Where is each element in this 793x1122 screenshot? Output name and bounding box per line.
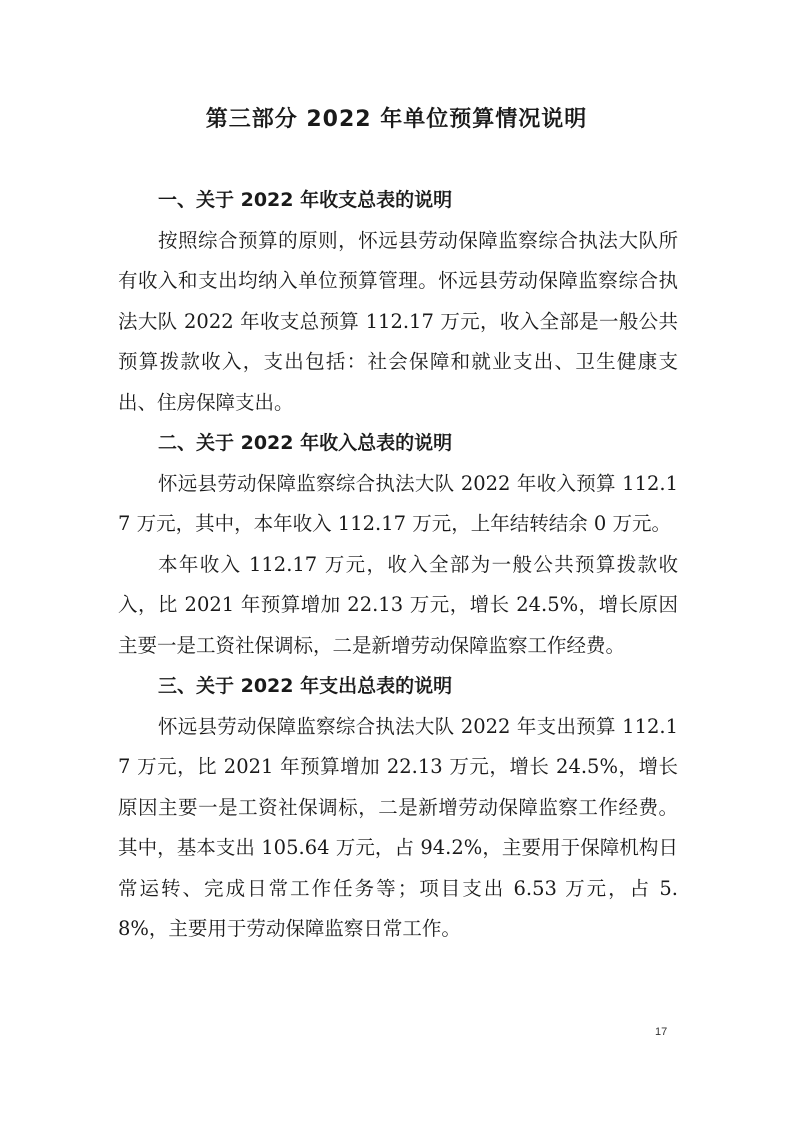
document-body [118,180,678,950]
section-heading: 三、关于 2022 年支出总表的说明 [158,675,453,697]
section-income-expenditure-summary [118,180,678,423]
section-paragraph: 怀远县劳动保障监察综合执法大队 2022 年支出预算 112.17 万元，比 2021 年预算增加 22.13 万元，增长 24.5%，增长原因主要一是工资社保调标，二是新增劳动保障监察工作经费。其中，基本支出 105.64 万元，占 94.2%，主要用于保障机构日常运转、完成日常工作任务等；项目支出 6.53 万元，占 5.8%，主要用于劳动保障监察日常工作。 [118,714,678,940]
page-number: 17 [655,1026,668,1038]
section-paragraph: 本年收入 112.17 万元，收入全部为一般公共预算拨款收入，比 2021 年预算增加 22.13 万元，增长 24.5%，增长原因主要一是工资社保调标，二是新增劳动保障监察工作经费。 [118,552,678,657]
section-income-summary [118,423,678,666]
page-title: 第三部分 2022 年单位预算情况说明 [205,107,588,132]
section-paragraph: 怀远县劳动保障监察综合执法大队 2022 年收入预算 112.17 万元，其中，本年收入 112.17 万元，上年结转结余 0 万元。 [118,471,678,535]
section-heading: 二、关于 2022 年收入总表的说明 [158,432,453,454]
section-heading: 一、关于 2022 年收支总表的说明 [158,189,453,211]
section-expenditure-summary [118,666,678,950]
section-paragraph: 按照综合预算的原则，怀远县劳动保障监察综合执法大队所有收入和支出均纳入单位预算管理。怀远县劳动保障监察综合执法大队 2022 年收支总预算 112.17 万元，收入全部是一般公共预算拨款收入，支出包括：社会保障和就业支出、卫生健康支出、住房保障支出。 [118,228,678,414]
